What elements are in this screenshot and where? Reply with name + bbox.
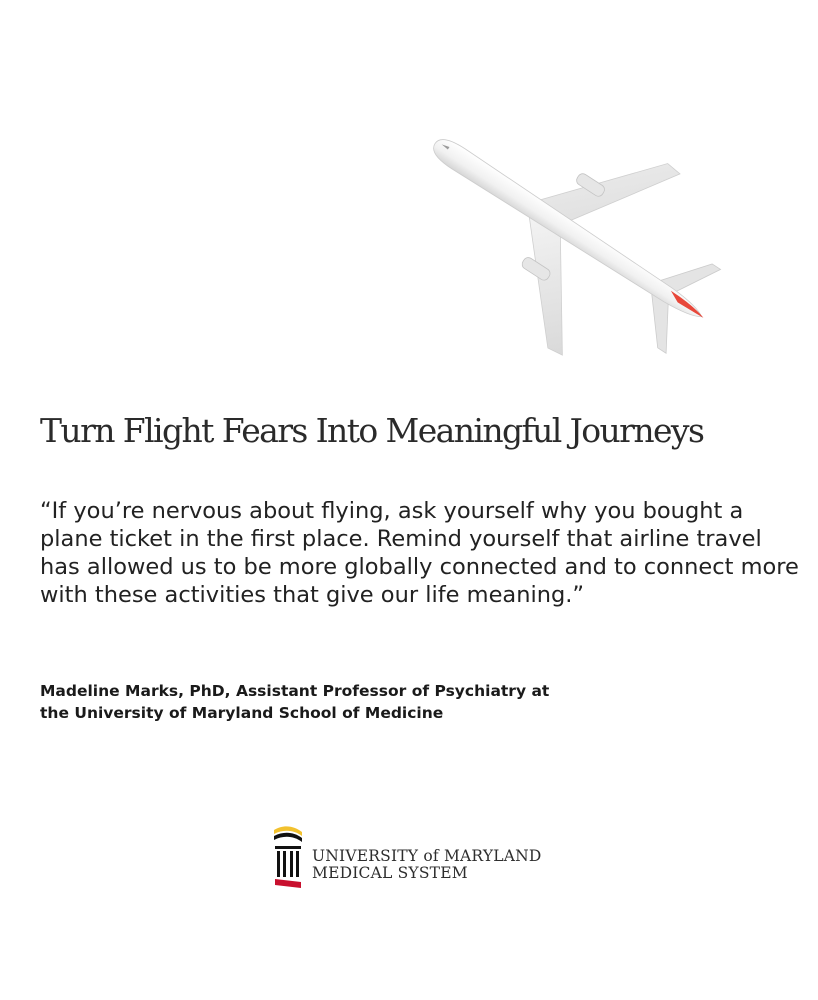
attribution-line-1: Madeline Marks, PhD, Assistant Professor of Psychiatry at bbox=[40, 682, 550, 700]
page-title: Turn Flight Fears Into Meaningful Journeys bbox=[40, 411, 704, 450]
attribution-line-2: the University of Maryland School of Medicine bbox=[40, 704, 444, 722]
dome-columns-icon bbox=[272, 822, 304, 894]
logo-line-2: MEDICAL SYSTEM bbox=[312, 864, 468, 882]
logo-line-1: UNIVERSITY of MARYLAND bbox=[312, 847, 542, 865]
airplane-icon bbox=[370, 68, 760, 388]
quote-attribution bbox=[40, 680, 740, 724]
logo-wordmark bbox=[312, 848, 542, 882]
umms-logo bbox=[272, 822, 562, 894]
quote-text: “If you’re nervous about flying, ask yourself why you bought a plane ticket in the first place. Remind yourself that airline travel has allowed us to be more globally connected and to connect more with these activities that give our life meaning.” bbox=[40, 498, 799, 608]
